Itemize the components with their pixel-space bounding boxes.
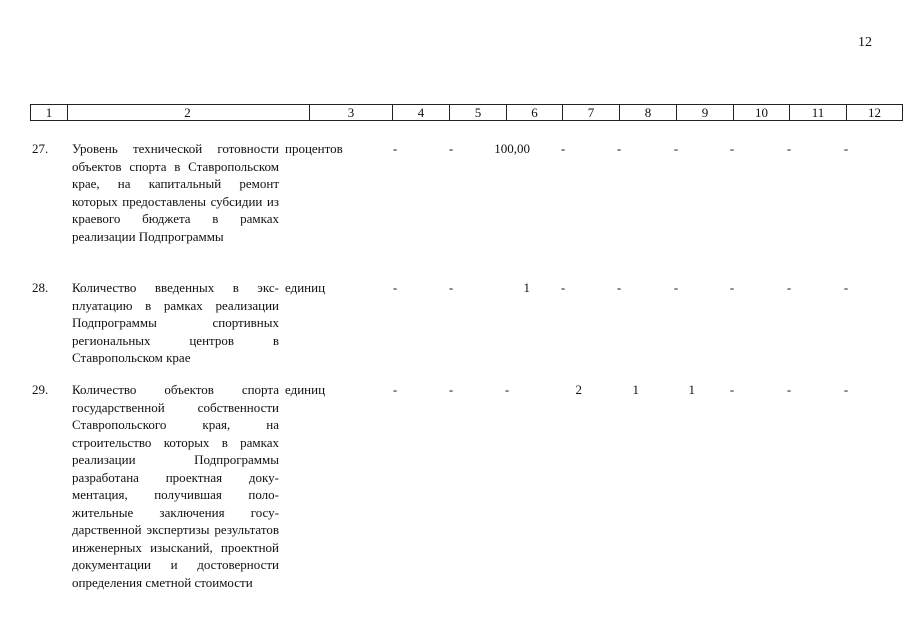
row-value-col10: - bbox=[729, 280, 735, 295]
row-value-col8: - bbox=[616, 280, 622, 295]
header-cell-2: 2 bbox=[66, 104, 310, 121]
row-value-col7: 2 bbox=[575, 382, 582, 397]
header-cell-6: 6 bbox=[507, 104, 563, 121]
row-value-col6: 1 bbox=[523, 280, 530, 295]
row-value-col7: - bbox=[560, 280, 566, 295]
row-value-col12: - bbox=[843, 141, 849, 156]
header-cell-5: 5 bbox=[450, 104, 507, 121]
header-cell-8: 8 bbox=[620, 104, 677, 121]
header-cell-11: 11 bbox=[790, 104, 847, 121]
row-value-col8: - bbox=[616, 141, 622, 156]
page-number: 12 bbox=[858, 35, 872, 50]
header-cell-9: 9 bbox=[677, 104, 734, 121]
row-value-col10: - bbox=[729, 382, 735, 397]
row-number: 27. bbox=[32, 141, 49, 156]
row-value-col4: - bbox=[392, 280, 398, 295]
row-indicator-name: Количество объектов спорта государственной собственности Ставропольского края, на строительство которых в рамках реализации Подпрограммы разработана проектная документация, получившая положительные заключения государственной экспертизы результатов инженерных изысканий, проектной документации и достоверности определения сметной стоимости bbox=[72, 382, 279, 590]
row-value-col12: - bbox=[843, 280, 849, 295]
row-value-col12: - bbox=[843, 382, 849, 397]
header-cell-4: 4 bbox=[393, 104, 450, 121]
row-value-col11: - bbox=[786, 382, 792, 397]
header-cell-7: 7 bbox=[563, 104, 620, 121]
row-value-col11: - bbox=[786, 280, 792, 295]
row-value-col9: - bbox=[673, 141, 679, 156]
row-value-col4: - bbox=[392, 141, 398, 156]
row-value-col10: - bbox=[729, 141, 735, 156]
header-cell-3: 3 bbox=[310, 104, 393, 121]
row-value-col9: 1 bbox=[688, 382, 695, 397]
row-value-col4: - bbox=[392, 382, 398, 397]
row-number: 28. bbox=[32, 280, 49, 295]
row-unit: единиц bbox=[285, 280, 326, 295]
row-value-col5: - bbox=[448, 382, 454, 397]
row-value-col5: - bbox=[448, 141, 454, 156]
row-value-col9: - bbox=[673, 280, 679, 295]
row-value-col5: - bbox=[448, 280, 454, 295]
row-indicator-name: Уровень технической готовности объектов спорта в Ставропольском крае, на капитальный ремонт которых предоставлены субсидии из краевого бюджета в рамках реализации Подпрограммы bbox=[72, 141, 279, 244]
header-cell-12: 12 bbox=[847, 104, 903, 121]
row-value-col8: 1 bbox=[632, 382, 639, 397]
row-unit: процентов bbox=[285, 141, 343, 156]
header-cell-1: 1 bbox=[30, 104, 68, 121]
row-value-col7: - bbox=[560, 141, 566, 156]
row-number: 29. bbox=[32, 382, 49, 397]
header-cell-10: 10 bbox=[734, 104, 790, 121]
row-indicator-name: Количество введенных в эксплуатацию в рамках реализации Подпрограммы спортивных региональных центров в Ставропольском крае bbox=[72, 280, 279, 365]
row-value-col6: 100,00 bbox=[494, 141, 530, 156]
row-value-col6: - bbox=[504, 382, 510, 397]
row-value-col11: - bbox=[786, 141, 792, 156]
row-unit: единиц bbox=[285, 382, 326, 397]
